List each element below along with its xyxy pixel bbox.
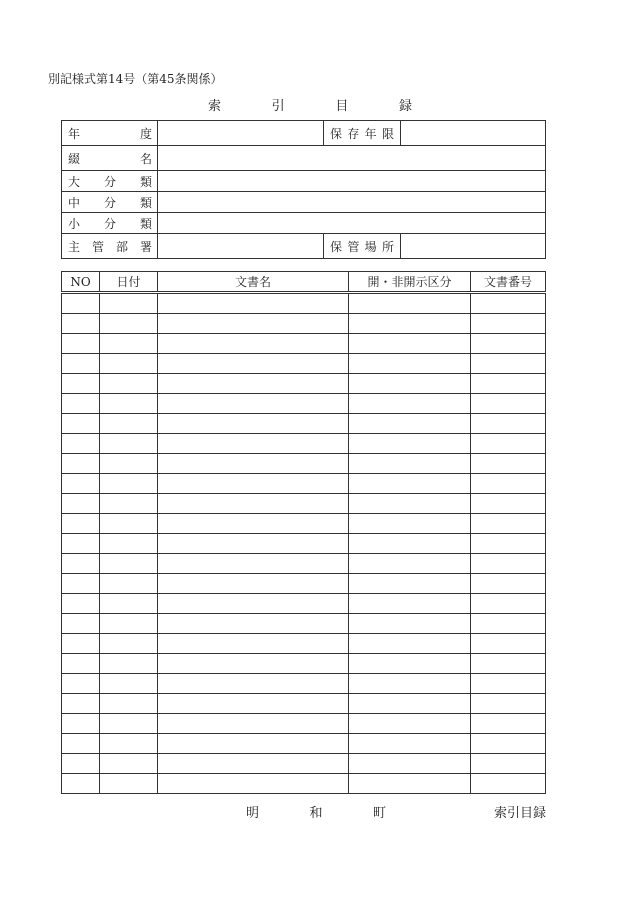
date-cell[interactable] [100,514,158,534]
index-list-table [61,271,546,794]
document-number-cell[interactable] [471,634,546,654]
no-cell[interactable] [62,454,100,474]
table-row [62,334,546,354]
document-name-cell[interactable] [158,293,349,314]
table-row [62,534,546,554]
list-body [62,293,546,794]
date-cell[interactable] [100,434,158,454]
date-cell[interactable] [100,634,158,654]
no-cell[interactable] [62,334,100,354]
document-number-cell[interactable] [471,614,546,634]
table-row [62,514,546,534]
disclosure-category-cell[interactable] [349,414,471,434]
document-name-cell[interactable] [158,774,349,794]
no-cell[interactable] [62,514,100,534]
date-cell[interactable] [100,674,158,694]
table-row [62,634,546,654]
document-number-cell[interactable] [471,774,546,794]
label-sho-bunrui: 小 分 類 [62,213,158,234]
document-name-cell[interactable] [158,614,349,634]
document-name-cell[interactable] [158,374,349,394]
no-cell[interactable] [62,494,100,514]
no-cell[interactable] [62,314,100,334]
header-date: 日付 [100,272,158,293]
document-number-cell[interactable] [471,354,546,374]
table-row [62,694,546,714]
document-number-cell[interactable] [471,334,546,354]
date-cell[interactable] [100,354,158,374]
date-cell[interactable] [100,594,158,614]
no-cell[interactable] [62,614,100,634]
disclosure-category-cell[interactable] [349,634,471,654]
table-row [62,754,546,774]
document-name-cell[interactable] [158,594,349,614]
shukan-busho-field[interactable] [158,234,324,259]
disclosure-category-cell[interactable] [349,454,471,474]
document-name-cell[interactable] [158,474,349,494]
date-cell[interactable] [100,374,158,394]
label-chu-bunrui: 中 分 類 [62,192,158,213]
title-char: 目 [335,99,349,114]
table-row [62,554,546,574]
no-cell[interactable] [62,594,100,614]
date-cell[interactable] [100,714,158,734]
document-number-cell[interactable] [471,674,546,694]
table-row [62,714,546,734]
disclosure-category-cell[interactable] [349,574,471,594]
header-document-number: 文書番号 [471,272,546,293]
no-cell[interactable] [62,434,100,454]
no-cell[interactable] [62,474,100,494]
document-number-cell[interactable] [471,594,546,614]
hozon-nengen-field[interactable] [401,121,546,146]
disclosure-category-cell[interactable] [349,293,471,314]
document-number-cell[interactable] [471,754,546,774]
document-name-cell[interactable] [158,454,349,474]
document-number-cell[interactable] [471,574,546,594]
disclosure-category-cell[interactable] [349,694,471,714]
document-number-cell[interactable] [471,474,546,494]
disclosure-category-cell[interactable] [349,354,471,374]
document-name-cell[interactable] [158,734,349,754]
disclosure-category-cell[interactable] [349,314,471,334]
document-name-cell[interactable] [158,534,349,554]
town-name: 明 和 町 [246,806,386,821]
table-row [62,454,546,474]
label-shukan-busho: 主 管 部 署 [62,234,158,259]
disclosure-category-cell[interactable] [349,434,471,454]
document-name-cell[interactable] [158,654,349,674]
disclosure-category-cell[interactable] [349,514,471,534]
disclosure-category-cell[interactable] [349,494,471,514]
table-row [62,774,546,794]
document-name-cell[interactable] [158,674,349,694]
date-cell[interactable] [100,574,158,594]
date-cell[interactable] [100,534,158,554]
document-number-cell[interactable] [471,414,546,434]
nendo-field[interactable] [158,121,324,146]
document-name-cell[interactable] [158,634,349,654]
form-reference: 別記様式第14号（第45条関係） [48,72,223,86]
document-number-cell[interactable] [471,554,546,574]
disclosure-category-cell[interactable] [349,554,471,574]
no-cell[interactable] [62,694,100,714]
no-cell[interactable] [62,714,100,734]
sho-bunrui-field[interactable] [158,213,546,234]
dai-bunrui-field[interactable] [158,171,546,192]
table-row [62,734,546,754]
date-cell[interactable] [100,454,158,474]
table-row [62,414,546,434]
header-disclosure-category: 開・非開示区分 [349,272,471,293]
title-char: 録 [398,99,412,114]
date-cell[interactable] [100,314,158,334]
document-name-cell[interactable] [158,714,349,734]
disclosure-category-cell[interactable] [349,594,471,614]
info-table [61,120,546,259]
document-name-cell[interactable] [158,494,349,514]
document-name-cell[interactable] [158,434,349,454]
date-cell[interactable] [100,494,158,514]
tsuzuri-mei-field[interactable] [158,146,546,171]
document-name-cell[interactable] [158,554,349,574]
hokan-basho-field[interactable] [401,234,546,259]
table-row [62,594,546,614]
disclosure-category-cell[interactable] [349,474,471,494]
disclosure-category-cell[interactable] [349,534,471,554]
date-cell[interactable] [100,694,158,714]
document-number-cell[interactable] [471,514,546,534]
chu-bunrui-field[interactable] [158,192,546,213]
document-name-cell[interactable] [158,354,349,374]
no-cell[interactable] [62,534,100,554]
no-cell[interactable] [62,654,100,674]
date-cell[interactable] [100,394,158,414]
document-number-cell[interactable] [471,534,546,554]
disclosure-category-cell[interactable] [349,394,471,414]
disclosure-category-cell[interactable] [349,654,471,674]
date-cell[interactable] [100,293,158,314]
document-number-cell[interactable] [471,494,546,514]
disclosure-category-cell[interactable] [349,774,471,794]
date-cell[interactable] [100,654,158,674]
document-name-cell[interactable] [158,414,349,434]
no-cell[interactable] [62,674,100,694]
no-cell[interactable] [62,394,100,414]
disclosure-category-cell[interactable] [349,614,471,634]
no-cell[interactable] [62,554,100,574]
document-number-cell[interactable] [471,694,546,714]
footer-label: 索引目録 [494,806,547,821]
document-name-cell[interactable] [158,574,349,594]
document-name-cell[interactable] [158,394,349,414]
document-number-cell[interactable] [471,654,546,674]
date-cell[interactable] [100,474,158,494]
label-hozon-nengen: 保 存 年 限 [324,121,401,146]
no-cell[interactable] [62,574,100,594]
document-number-cell[interactable] [471,434,546,454]
document-number-cell[interactable] [471,734,546,754]
table-row [62,474,546,494]
label-dai-bunrui: 大 分 類 [62,171,158,192]
date-cell[interactable] [100,334,158,354]
disclosure-category-cell[interactable] [349,674,471,694]
table-row [62,354,546,374]
table-row [62,494,546,514]
disclosure-category-cell[interactable] [349,734,471,754]
no-cell[interactable] [62,754,100,774]
date-cell[interactable] [100,754,158,774]
no-cell[interactable] [62,374,100,394]
title-char: 引 [271,99,285,114]
table-row [62,434,546,454]
label-tsuzuri-mei: 綴 名 [62,146,158,171]
disclosure-category-cell[interactable] [349,374,471,394]
date-cell[interactable] [100,774,158,794]
table-row [62,293,546,314]
header-no: NO [62,272,100,293]
document-name-cell[interactable] [158,754,349,774]
table-row [62,674,546,694]
date-cell[interactable] [100,554,158,574]
header-document-name: 文書名 [158,272,349,293]
label-hokan-basho: 保 管 場 所 [324,234,401,259]
document-number-cell[interactable] [471,714,546,734]
table-row [62,394,546,414]
table-row [62,574,546,594]
no-cell[interactable] [62,293,100,314]
date-cell[interactable] [100,614,158,634]
document-name-cell[interactable] [158,694,349,714]
label-nendo: 年 度 [62,121,158,146]
no-cell[interactable] [62,414,100,434]
document-number-cell[interactable] [471,454,546,474]
disclosure-category-cell[interactable] [349,714,471,734]
document-number-cell[interactable] [471,314,546,334]
table-row [62,614,546,634]
document-number-cell[interactable] [471,394,546,414]
document-number-cell[interactable] [471,374,546,394]
date-cell[interactable] [100,734,158,754]
disclosure-category-cell[interactable] [349,334,471,354]
no-cell[interactable] [62,734,100,754]
date-cell[interactable] [100,414,158,434]
document-number-cell[interactable] [471,293,546,314]
no-cell[interactable] [62,774,100,794]
title-char: 索 [208,99,222,114]
table-row [62,374,546,394]
document-name-cell[interactable] [158,514,349,534]
table-row [62,654,546,674]
document-name-cell[interactable] [158,334,349,354]
table-row [62,314,546,334]
no-cell[interactable] [62,634,100,654]
document-title [160,95,460,114]
document-name-cell[interactable] [158,314,349,334]
disclosure-category-cell[interactable] [349,754,471,774]
no-cell[interactable] [62,354,100,374]
